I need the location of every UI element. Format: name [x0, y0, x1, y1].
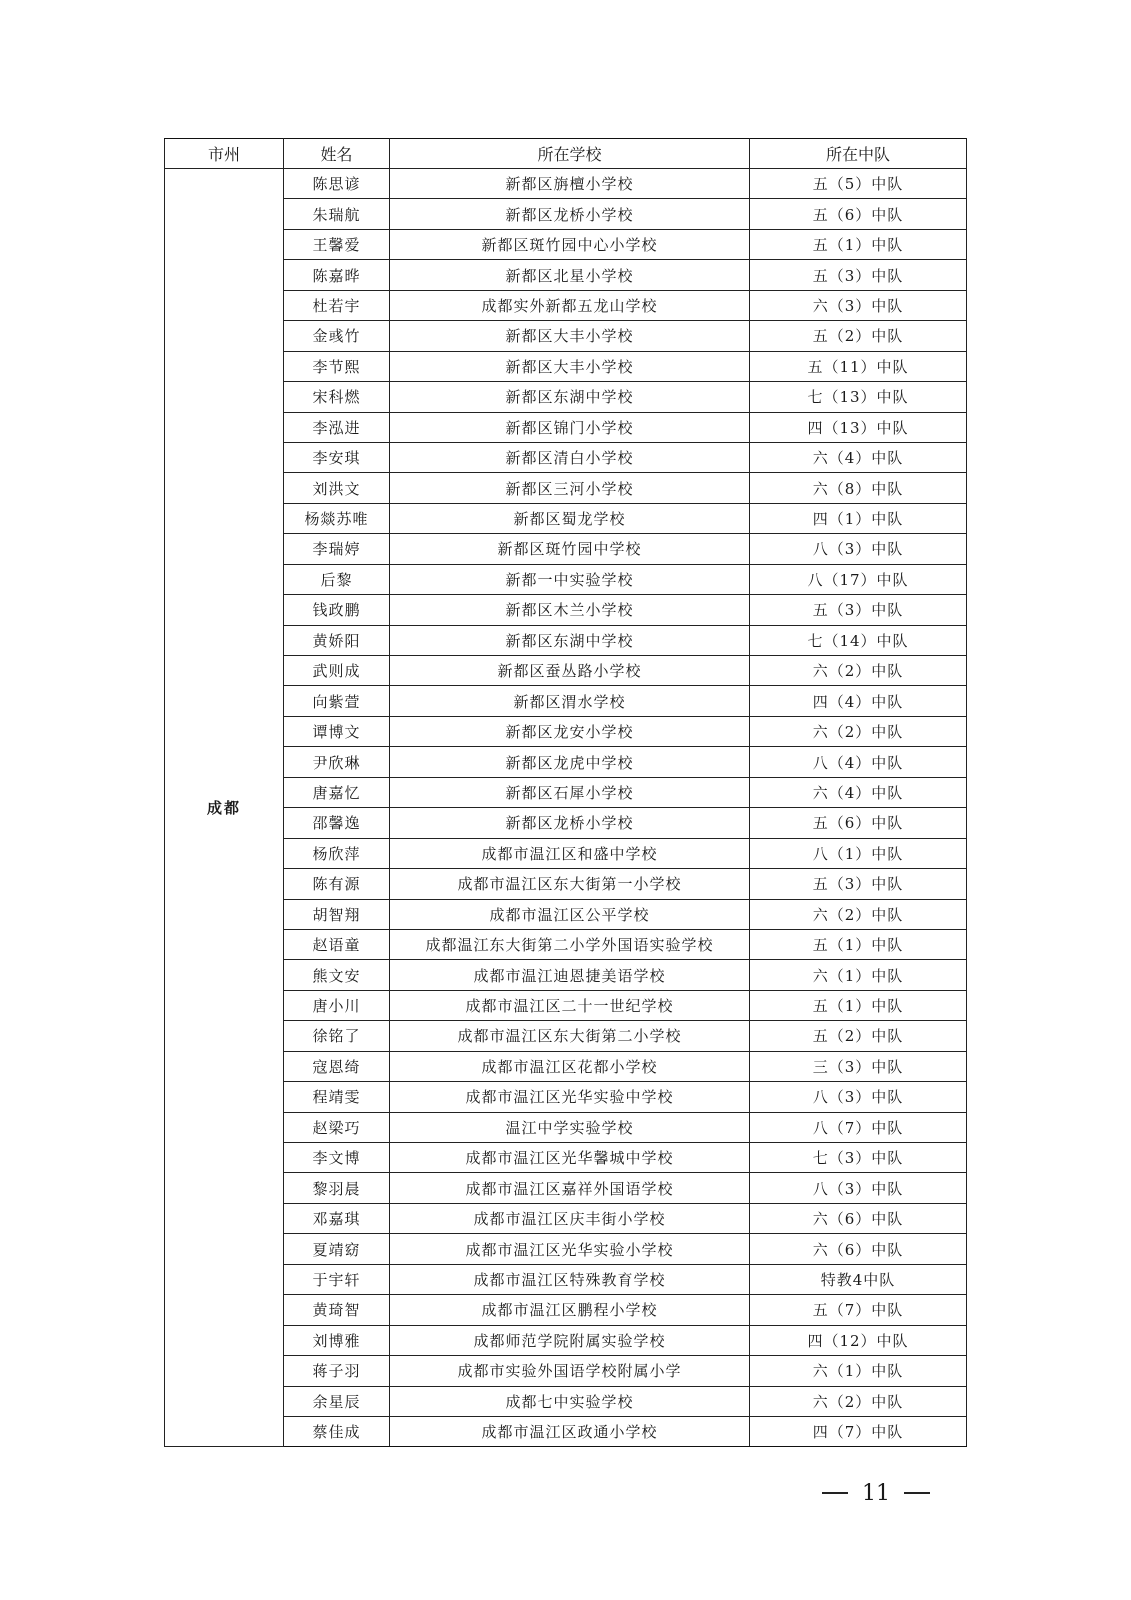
name-cell: 余星辰 [284, 1386, 390, 1416]
school-cell: 成都市温江区特殊教育学校 [390, 1264, 750, 1294]
school-cell: 温江中学实验学校 [390, 1112, 750, 1142]
squad-cell: 四（12）中队 [750, 1325, 967, 1355]
name-cell: 杜若宇 [284, 290, 390, 320]
table-row [165, 1021, 967, 1051]
table-row [165, 1295, 967, 1325]
name-cell: 金彧竹 [284, 321, 390, 351]
table-row [165, 199, 967, 229]
table-row [165, 960, 967, 990]
name-cell: 程靖雯 [284, 1082, 390, 1112]
school-cell: 新都区蚕丛路小学校 [390, 656, 750, 686]
school-cell: 成都市温江区庆丰街小学校 [390, 1203, 750, 1233]
name-cell: 尹欣琳 [284, 747, 390, 777]
table-row [165, 260, 967, 290]
name-cell: 杨欣萍 [284, 838, 390, 868]
name-cell: 黄琦智 [284, 1295, 390, 1325]
name-cell: 李瑞婷 [284, 534, 390, 564]
school-cell: 新都区大丰小学校 [390, 351, 750, 381]
table-row [165, 838, 967, 868]
school-cell: 新都区石犀小学校 [390, 777, 750, 807]
table-row [165, 1173, 967, 1203]
table-row [165, 1112, 967, 1142]
school-cell: 成都市温江区和盛中学校 [390, 838, 750, 868]
name-cell: 邓嘉琪 [284, 1203, 390, 1233]
table-row [165, 656, 967, 686]
school-cell: 成都市温江区花都小学校 [390, 1051, 750, 1081]
name-cell: 后黎 [284, 564, 390, 594]
squad-cell: 八（3）中队 [750, 1082, 967, 1112]
name-cell: 朱瑞航 [284, 199, 390, 229]
name-cell: 陈思谚 [284, 169, 390, 199]
school-cell: 新都区斑竹园中心小学校 [390, 229, 750, 259]
school-cell: 成都师范学院附属实验学校 [390, 1325, 750, 1355]
squad-cell: 五（2）中队 [750, 321, 967, 351]
school-cell: 新都区三河小学校 [390, 473, 750, 503]
city-cell: 成都 [165, 169, 284, 1447]
table-row [165, 321, 967, 351]
school-cell: 新都区东湖中学校 [390, 625, 750, 655]
squad-cell: 四（7）中队 [750, 1416, 967, 1446]
school-cell: 成都温江东大街第二小学外国语实验学校 [390, 929, 750, 959]
squad-cell: 六（3）中队 [750, 290, 967, 320]
squad-cell: 六（2）中队 [750, 656, 967, 686]
squad-cell: 五（3）中队 [750, 869, 967, 899]
name-cell: 杨燚苏唯 [284, 503, 390, 533]
table-row [165, 1356, 967, 1386]
table-row [165, 1051, 967, 1081]
squad-cell: 八（7）中队 [750, 1112, 967, 1142]
header-city: 市州 [165, 139, 284, 169]
squad-cell: 五（1）中队 [750, 929, 967, 959]
squad-cell: 五（1）中队 [750, 229, 967, 259]
squad-cell: 四（13）中队 [750, 412, 967, 442]
squad-cell: 六（2）中队 [750, 1386, 967, 1416]
name-cell: 黎羽晨 [284, 1173, 390, 1203]
name-cell: 武则成 [284, 656, 390, 686]
table-body [165, 169, 967, 1447]
table-row [165, 1325, 967, 1355]
table-header [165, 139, 967, 169]
squad-cell: 七（13）中队 [750, 382, 967, 412]
school-cell: 成都市温江区光华馨城中学校 [390, 1143, 750, 1173]
squad-cell: 六（4）中队 [750, 442, 967, 472]
table-row [165, 290, 967, 320]
page-number [806, 1478, 946, 1508]
name-cell: 李文博 [284, 1143, 390, 1173]
squad-cell: 三（3）中队 [750, 1051, 967, 1081]
school-cell: 成都实外新都五龙山学校 [390, 290, 750, 320]
table-row [165, 473, 967, 503]
name-cell: 赵梁巧 [284, 1112, 390, 1142]
squad-cell: 五（1）中队 [750, 990, 967, 1020]
table-row [165, 990, 967, 1020]
squad-cell: 五（3）中队 [750, 595, 967, 625]
table-row [165, 412, 967, 442]
name-cell: 唐小川 [284, 990, 390, 1020]
table-row [165, 899, 967, 929]
name-cell: 夏靖窈 [284, 1234, 390, 1264]
table-row [165, 564, 967, 594]
table-row [165, 747, 967, 777]
school-cell: 成都七中实验学校 [390, 1386, 750, 1416]
school-cell: 新都区渭水学校 [390, 686, 750, 716]
squad-cell: 五（6）中队 [750, 808, 967, 838]
school-cell: 新都区龙桥小学校 [390, 808, 750, 838]
name-cell: 寇恩绮 [284, 1051, 390, 1081]
school-cell: 新都区龙安小学校 [390, 716, 750, 746]
name-cell: 李安琪 [284, 442, 390, 472]
squad-cell: 六（1）中队 [750, 960, 967, 990]
school-cell: 成都市温江区光华实验中学校 [390, 1082, 750, 1112]
squad-cell: 八（3）中队 [750, 1173, 967, 1203]
school-cell: 新都区龙桥小学校 [390, 199, 750, 229]
name-cell: 李节熙 [284, 351, 390, 381]
name-cell: 谭博文 [284, 716, 390, 746]
school-cell: 成都市温江区二十一世纪学校 [390, 990, 750, 1020]
name-cell: 邵馨逸 [284, 808, 390, 838]
school-cell: 新都区锦门小学校 [390, 412, 750, 442]
table-row [165, 929, 967, 959]
table-row [165, 686, 967, 716]
squad-cell: 八（1）中队 [750, 838, 967, 868]
squad-cell: 特教4中队 [750, 1264, 967, 1294]
squad-cell: 六（6）中队 [750, 1203, 967, 1233]
name-cell: 陈嘉晔 [284, 260, 390, 290]
school-cell: 新都区旃檀小学校 [390, 169, 750, 199]
name-cell: 唐嘉忆 [284, 777, 390, 807]
squad-cell: 六（2）中队 [750, 899, 967, 929]
school-cell: 成都市温江区光华实验小学校 [390, 1234, 750, 1264]
header-squad: 所在中队 [750, 139, 967, 169]
school-cell: 成都市温江区政通小学校 [390, 1416, 750, 1446]
school-cell: 新都区北星小学校 [390, 260, 750, 290]
table-row [165, 1264, 967, 1294]
squad-cell: 五（3）中队 [750, 260, 967, 290]
name-cell: 于宇轩 [284, 1264, 390, 1294]
name-cell: 王馨爱 [284, 229, 390, 259]
squad-cell: 六（4）中队 [750, 777, 967, 807]
school-cell: 新都区蜀龙学校 [390, 503, 750, 533]
table-row [165, 351, 967, 381]
table-row [165, 1386, 967, 1416]
table-row [165, 442, 967, 472]
name-cell: 刘洪文 [284, 473, 390, 503]
table-row [165, 169, 967, 199]
school-cell: 新都区大丰小学校 [390, 321, 750, 351]
school-cell: 成都市温江区嘉祥外国语学校 [390, 1173, 750, 1203]
squad-cell: 七（3）中队 [750, 1143, 967, 1173]
squad-cell: 五（5）中队 [750, 169, 967, 199]
header-name: 姓名 [284, 139, 390, 169]
table-row [165, 1082, 967, 1112]
school-cell: 新都区清白小学校 [390, 442, 750, 472]
name-cell: 刘博雅 [284, 1325, 390, 1355]
school-cell: 成都市温江区公平学校 [390, 899, 750, 929]
table-row [165, 716, 967, 746]
name-cell: 黄娇阳 [284, 625, 390, 655]
table-row [165, 777, 967, 807]
name-cell: 向紫萱 [284, 686, 390, 716]
school-cell: 成都市实验外国语学校附属小学 [390, 1356, 750, 1386]
squad-cell: 七（14）中队 [750, 625, 967, 655]
squad-cell: 八（17）中队 [750, 564, 967, 594]
name-cell: 李泓进 [284, 412, 390, 442]
name-cell: 陈有源 [284, 869, 390, 899]
table-row [165, 625, 967, 655]
school-cell: 新都区龙虎中学校 [390, 747, 750, 777]
table-row [165, 1143, 967, 1173]
name-cell: 熊文安 [284, 960, 390, 990]
table-row [165, 382, 967, 412]
page-number-dash-left [822, 1492, 848, 1494]
squad-cell: 四（4）中队 [750, 686, 967, 716]
school-cell: 成都市温江区鹏程小学校 [390, 1295, 750, 1325]
school-cell: 新都一中实验学校 [390, 564, 750, 594]
table-row [165, 1416, 967, 1446]
name-cell: 宋科燃 [284, 382, 390, 412]
table-row [165, 503, 967, 533]
roster-table [164, 138, 967, 1447]
name-cell: 赵语童 [284, 929, 390, 959]
table-row [165, 229, 967, 259]
squad-cell: 六（6）中队 [750, 1234, 967, 1264]
table-row [165, 1234, 967, 1264]
school-cell: 新都区木兰小学校 [390, 595, 750, 625]
table-row [165, 595, 967, 625]
squad-cell: 八（3）中队 [750, 534, 967, 564]
page-number-value: 11 [862, 1480, 890, 1506]
school-cell: 新都区东湖中学校 [390, 382, 750, 412]
page-number-dash-right [904, 1492, 930, 1494]
table-row [165, 534, 967, 564]
school-cell: 成都市温江区东大街第二小学校 [390, 1021, 750, 1051]
name-cell: 蔡佳成 [284, 1416, 390, 1446]
squad-cell: 六（8）中队 [750, 473, 967, 503]
school-cell: 成都市温江区东大街第一小学校 [390, 869, 750, 899]
table-row [165, 869, 967, 899]
school-cell: 成都市温江迪恩捷美语学校 [390, 960, 750, 990]
squad-cell: 八（4）中队 [750, 747, 967, 777]
squad-cell: 四（1）中队 [750, 503, 967, 533]
name-cell: 徐铭了 [284, 1021, 390, 1051]
name-cell: 蒋子羽 [284, 1356, 390, 1386]
squad-cell: 五（7）中队 [750, 1295, 967, 1325]
squad-cell: 五（2）中队 [750, 1021, 967, 1051]
school-cell: 新都区斑竹园中学校 [390, 534, 750, 564]
table-row [165, 808, 967, 838]
header-row [165, 139, 967, 169]
name-cell: 钱政鹏 [284, 595, 390, 625]
name-cell: 胡智翔 [284, 899, 390, 929]
squad-cell: 五（6）中队 [750, 199, 967, 229]
squad-cell: 五（11）中队 [750, 351, 967, 381]
header-school: 所在学校 [390, 139, 750, 169]
table-row [165, 1203, 967, 1233]
squad-cell: 六（2）中队 [750, 716, 967, 746]
squad-cell: 六（1）中队 [750, 1356, 967, 1386]
